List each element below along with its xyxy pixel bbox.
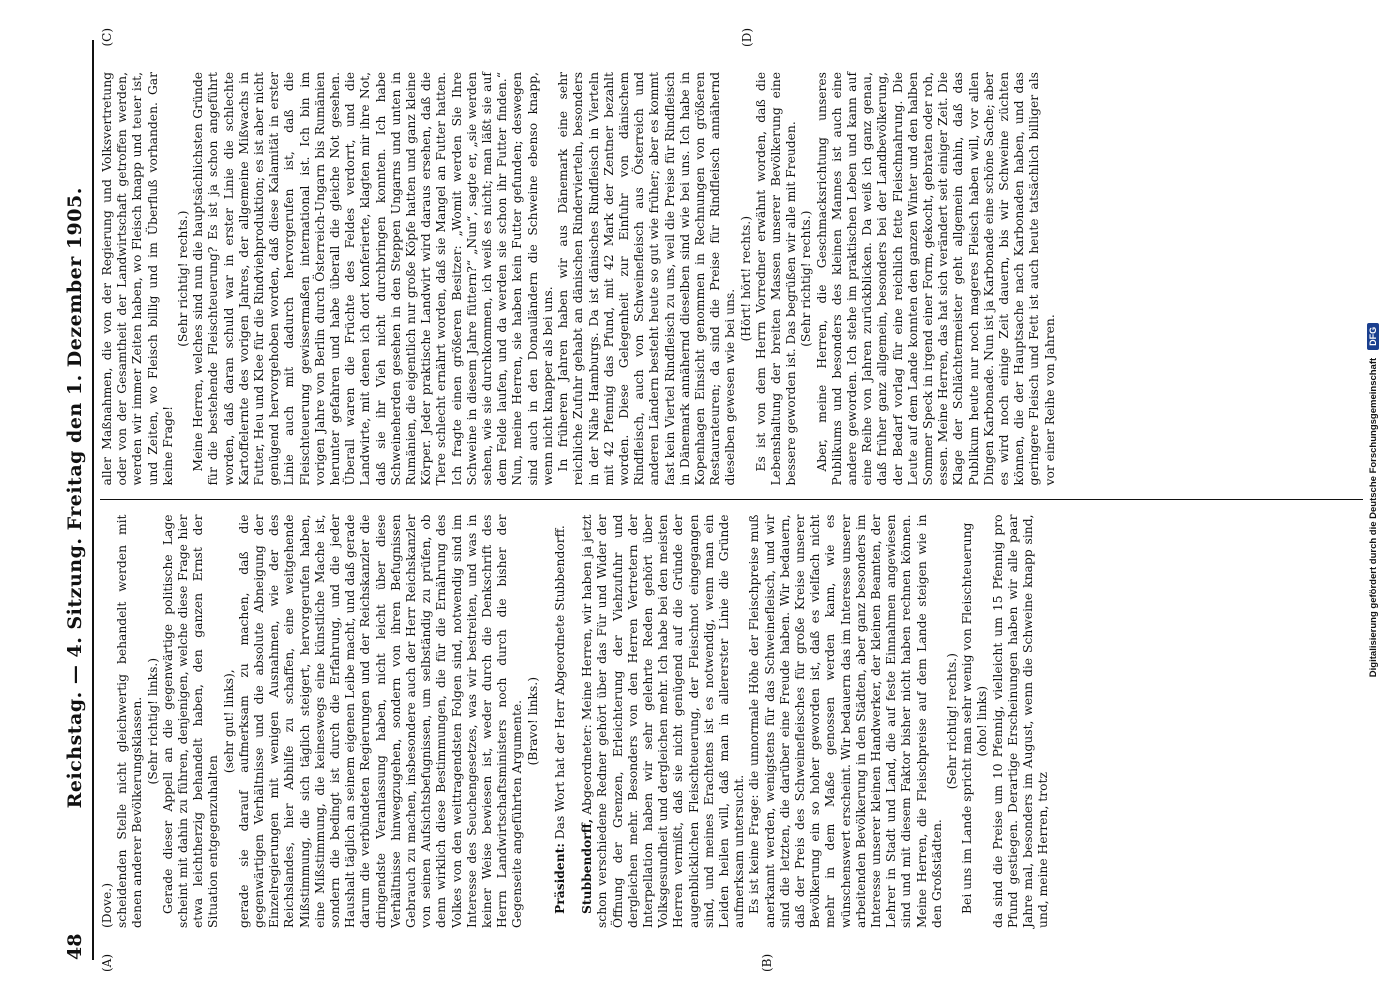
paragraph: Es ist von dem Herrn Vorredner erwähnt worden, daß die Lebenshaltung der breiten Massen unserer Bevölkerung eine bessere geworden ist. Das begrüßen wir alle mit Freuden.	[753, 72, 799, 486]
paragraph: In früheren Jahren haben wir aus Dänemark eine sehr reichliche Zufuhr gehabt an dänischen Rindervierteln, besonders in der Nähe Hamburgs. Da ist dänisches Rindfleisch in Vierteln mit 42 Pfennig das Pfund, mit 42 Mark der Zentner bezahlt worden. Diese Gelegenheit zur Einfuhr von dänischem Rindfleisch, auch von Schweinefleisch aus Österreich und anderen Ländern besteht heute so gut wie früher; aber es kommt fast kein Viertel Rindfleisch zu uns, weil die Preise für Rindfleisch in Dänemark annähernd dieselben sind wie bei uns. Ich habe in Kopenhagen Einsicht genommen in Rechnungen von größeren Restaurateuren; da sind die Preise für Rindfleisch annähernd dieselben gewesen wie bei uns.	[556, 72, 738, 486]
interjection: (Sehr richtig! rechts.)	[944, 653, 959, 790]
paragraph: Aber, meine Herren, die Geschmacksrichtung unseres Publikums und besonders des kleinen Mannes ist auch eine andere geworden. Ich stehe im praktischen Leben und kann auf eine Reihe von Jahren zurückblicken. Da weiß ich ganz genau, daß früher ganz allgemein, besonders bei der Landbevölkerung, der Bedarf vorlag für eine reichlich fette Fleischnahrung. Die Leute auf dem Lande konnten den ganzen Winter und den halben Sommer Speck in irgend einer Form, gekocht, gebraten oder roh, essen. Meine Herren, das hat sich verändert seit einiger Zeit. Die Klage der Schlächtermeister geht allgemein dahin, daß das Publikum heute nur noch mageres Fleisch haben will, vor allen Dingen Karbonade. Nun ist ja Karbonade eine schöne Sache; aber es wird noch einige Zeit dauern, bis wir Schweine züchten können, die der Hauptsache nach Karbonaden haben, und das geringere Fleisch und Fett ist auch heute tatsächlich billiger als vor einer Reihe von Jahren.	[814, 72, 1057, 486]
left-column	[100, 501, 1363, 972]
paragraph: scheidenden Stelle nicht gleichwertig behandelt werden mit denen anderer Bevölkerungsklassen.	[115, 514, 145, 928]
speaker-label: Präsident:	[551, 843, 567, 914]
interjection: (Hört! hört! rechts.)	[738, 216, 753, 342]
paragraph: da sind die Preise um 10 Pfennig, vielleicht um 15 Pfennig pro Pfund gestiegen. Derartige Erscheinungen haben wir alle paar Jahre mal, besonders im August, wenn die Schweine knapp sind, und, meine Herren, trotz	[990, 514, 1051, 928]
paragraph: Gerade dieser Appell an die gegenwärtige politische Lage scheint mit dahin zu führen, denjenigen, welche diese Frage hier etwa leichtherzig behandelt haben, den ganzen Ernst der Situation entgegenzuhalten	[160, 514, 221, 928]
paragraph: aller Maßnahmen, die von der Regierung und Volksvertretung oder von der Gesamtheit der Landwirtschaft getroffen werden, werden wir immer Zeiten haben, wo Fleisch knapp und teuer ist, und Zeiten, wo Fleisch billig und im Überfluß vorhanden. Gar keine Frage!	[100, 72, 175, 486]
interjection: (Sehr richtig! rechts.)	[799, 210, 814, 347]
page-title: Reichstag. — 4. Sitzung. Freitag den 1. Dezember 1905.	[64, 187, 86, 809]
margin-marker-d: (D)	[740, 28, 754, 47]
paragraph: gerade sie darauf aufmerksam zu machen, daß die gegenwärtigen Verhältnisse und die absolute Abneigung der Einzelregierungen mit wenigen Ausnahmen, wie der des Reichslandes, hier Abhilfe zu schaffen, eine weitgehende Mißstimmung, die sich täglich steigert, hervorgerufen haben, eine Mißstimmung, die keineswegs eine künstliche Mache ist, sondern die bedingt ist durch die Erfahrung, und die jeder Haushalt täglich an seinem eigenen Leibe macht, und daß gerade darum die verbündeten Regierungen und der Reichskanzler die dringendste Veranlassung haben, nicht leicht über diese Verhältnisse hinwegzugehen, sondern von ihren Befugnissen Gebrauch zu machen, insbesondere auch der Herr Reichskanzler von seinen Aufsichtsbefugnissen, um selbständig zu prüfen, ob denn wirklich diese Bestimmungen, die für die Ernährung des Volkes von den weittragendsten Folgen sind, notwendig sind im Interesse des Seuchengesetzes, was wir bestreiten, und was in keiner Weise bewiesen ist, weder durch die Denkschrift des Herrn Landwirtschaftsministers noch durch die bisher der Gegenseite angeführten Argumente.	[236, 514, 525, 928]
interjection: (oho! links)	[975, 685, 990, 757]
page-header	[56, 40, 86, 960]
paragraph-text: Das Wort hat der Herr Abgeordnete Stubbendorff.	[552, 525, 567, 840]
page-number: 48	[64, 933, 86, 960]
paragraph-president	[552, 515, 568, 929]
margin-marker-a: (A)	[100, 953, 114, 972]
interjection: (sehr gut! links),	[221, 669, 236, 774]
right-column	[100, 28, 1363, 500]
interjection: (Bravo! links.)	[525, 677, 540, 766]
speaker-head: (Dove.)	[100, 883, 114, 928]
interjection: (Sehr richtig! links.)	[145, 657, 160, 785]
interjection: (Sehr richtig! rechts.)	[176, 210, 191, 347]
text-columns	[100, 28, 1363, 972]
digitization-credit	[1367, 0, 1379, 1000]
dfg-logo: DFG	[1367, 323, 1379, 350]
credit-text: Digitalisierung gefördert durch die Deutsche Forschungsgemeinschaft	[1367, 357, 1379, 678]
header-rule	[92, 40, 94, 960]
paragraph-text: Abgeordneter: Meine Herren, wir haben ja jetzt schon verschiedene Redner gehört über das Für und Wider der Öffnung der Grenzen, Erleichterung der Viehzufuhr und dergleichen mehr. Besonders von den Herren Vertretern der Interpellation haben wir sehr gelehrte Reden gehört über Volksgesundheit und dergleichen mehr. Ich habe bei den meisten Herren vermißt, daß sie nicht genügend auf die Gründe der augenblicklichen Fleischteuerung, der Fleischnot eingegangen sind, und meines Erachtens ist es notwendig, wenn man ein Leiden heilen will, daß man in allererster Linie die Gründe aufmerksam untersucht.	[580, 514, 747, 928]
paragraph: Meine Herren, welches sind nun die hauptsächlichsten Gründe für die bestehende Fleischteuerung? Es ist ja schon angeführt worden, daß daran schuld war in erster Linie die schlechte Kartoffelernte des vorigen Jahres, der allgemeine Mißwachs in Futter, Heu und Klee für die Rindviehproduktion; es ist aber nicht genügend hervorgehoben worden, daß diese Kalamität in erster Linie auch mit dadurch hervorgerufen ist, daß die Fleischteuerung gewissermaßen international ist. Ich bin im vorigen Jahre von Berlin durch Österreich-Ungarn bis Rumänien herunter gefahren und habe überall die gleiche Not gesehen. Überall waren die Früchte des Feldes verdorrt, und die Landwirte, mit denen ich dort konferierte, klagten mir ihre Not, daß sie ihr Vieh nicht durchbringen konnten. Ich habe Schweineherden gesehen in den Steppen Ungarns und unten in Rumänien, die eigentlich nur große Köpfe hatten und ganz kleine Körper. Jeder praktische Landwirt wird daraus ersehen, daß die Tiere schlecht ernährt worden, daß sie Mangel an Futter hatten. Ich fragte einen größeren Besitzer: „Womit werden Sie Ihre Schweine in diesem Jahre füttern?“ „Nun“, sagte er, „sie werden sehen, wie sie durchkommen, ich weiß es nicht; man läßt sie auf dem Felde laufen, und da werden sie schon ihr Futter finden.“ Nun, meine Herren, sie haben kein Futter gefunden; deswegen sind auch in den Donauländern die Schweine ebenso knapp, wenn nicht knapper als bei uns.	[191, 72, 555, 486]
speaker-label: Stubbendorff,	[579, 818, 595, 914]
margin-marker-b: (B)	[760, 953, 774, 972]
margin-marker-c: (C)	[100, 28, 114, 47]
paragraph-speech	[579, 515, 747, 929]
paragraph: Bei uns im Lande spricht man sehr wenig von Fleischteuerung	[960, 522, 975, 914]
paragraph: Es ist keine Frage: die unnormale Höhe der Fleischpreise muß anerkannt werden, wenigstens für das Schweinefleisch, und wir sind die letzten, die darüber eine Freude haben. Wir bedauern, daß der Preis des Schweinefleisches für große Kreise unserer Bevölkerung ein so hoher geworden ist, daß es vielfach nicht mehr in dem Maße genossen werden kann, wie es wünschenswert erscheint. Wir bedauern das im Interesse unserer arbeitenden Bevölkerung in den Städten, aber ganz besonders im Interesse unserer kleinen Handwerker, der kleinen Beamten, der Lehrer in Stadt und Land, die auf feste Einnahmen angewiesen sind und mit diesem Faktor bisher nicht haben rechnen können. Meine Herren, die Fleischpreise auf dem Lande steigen wie in den Großstädten.	[747, 514, 944, 928]
